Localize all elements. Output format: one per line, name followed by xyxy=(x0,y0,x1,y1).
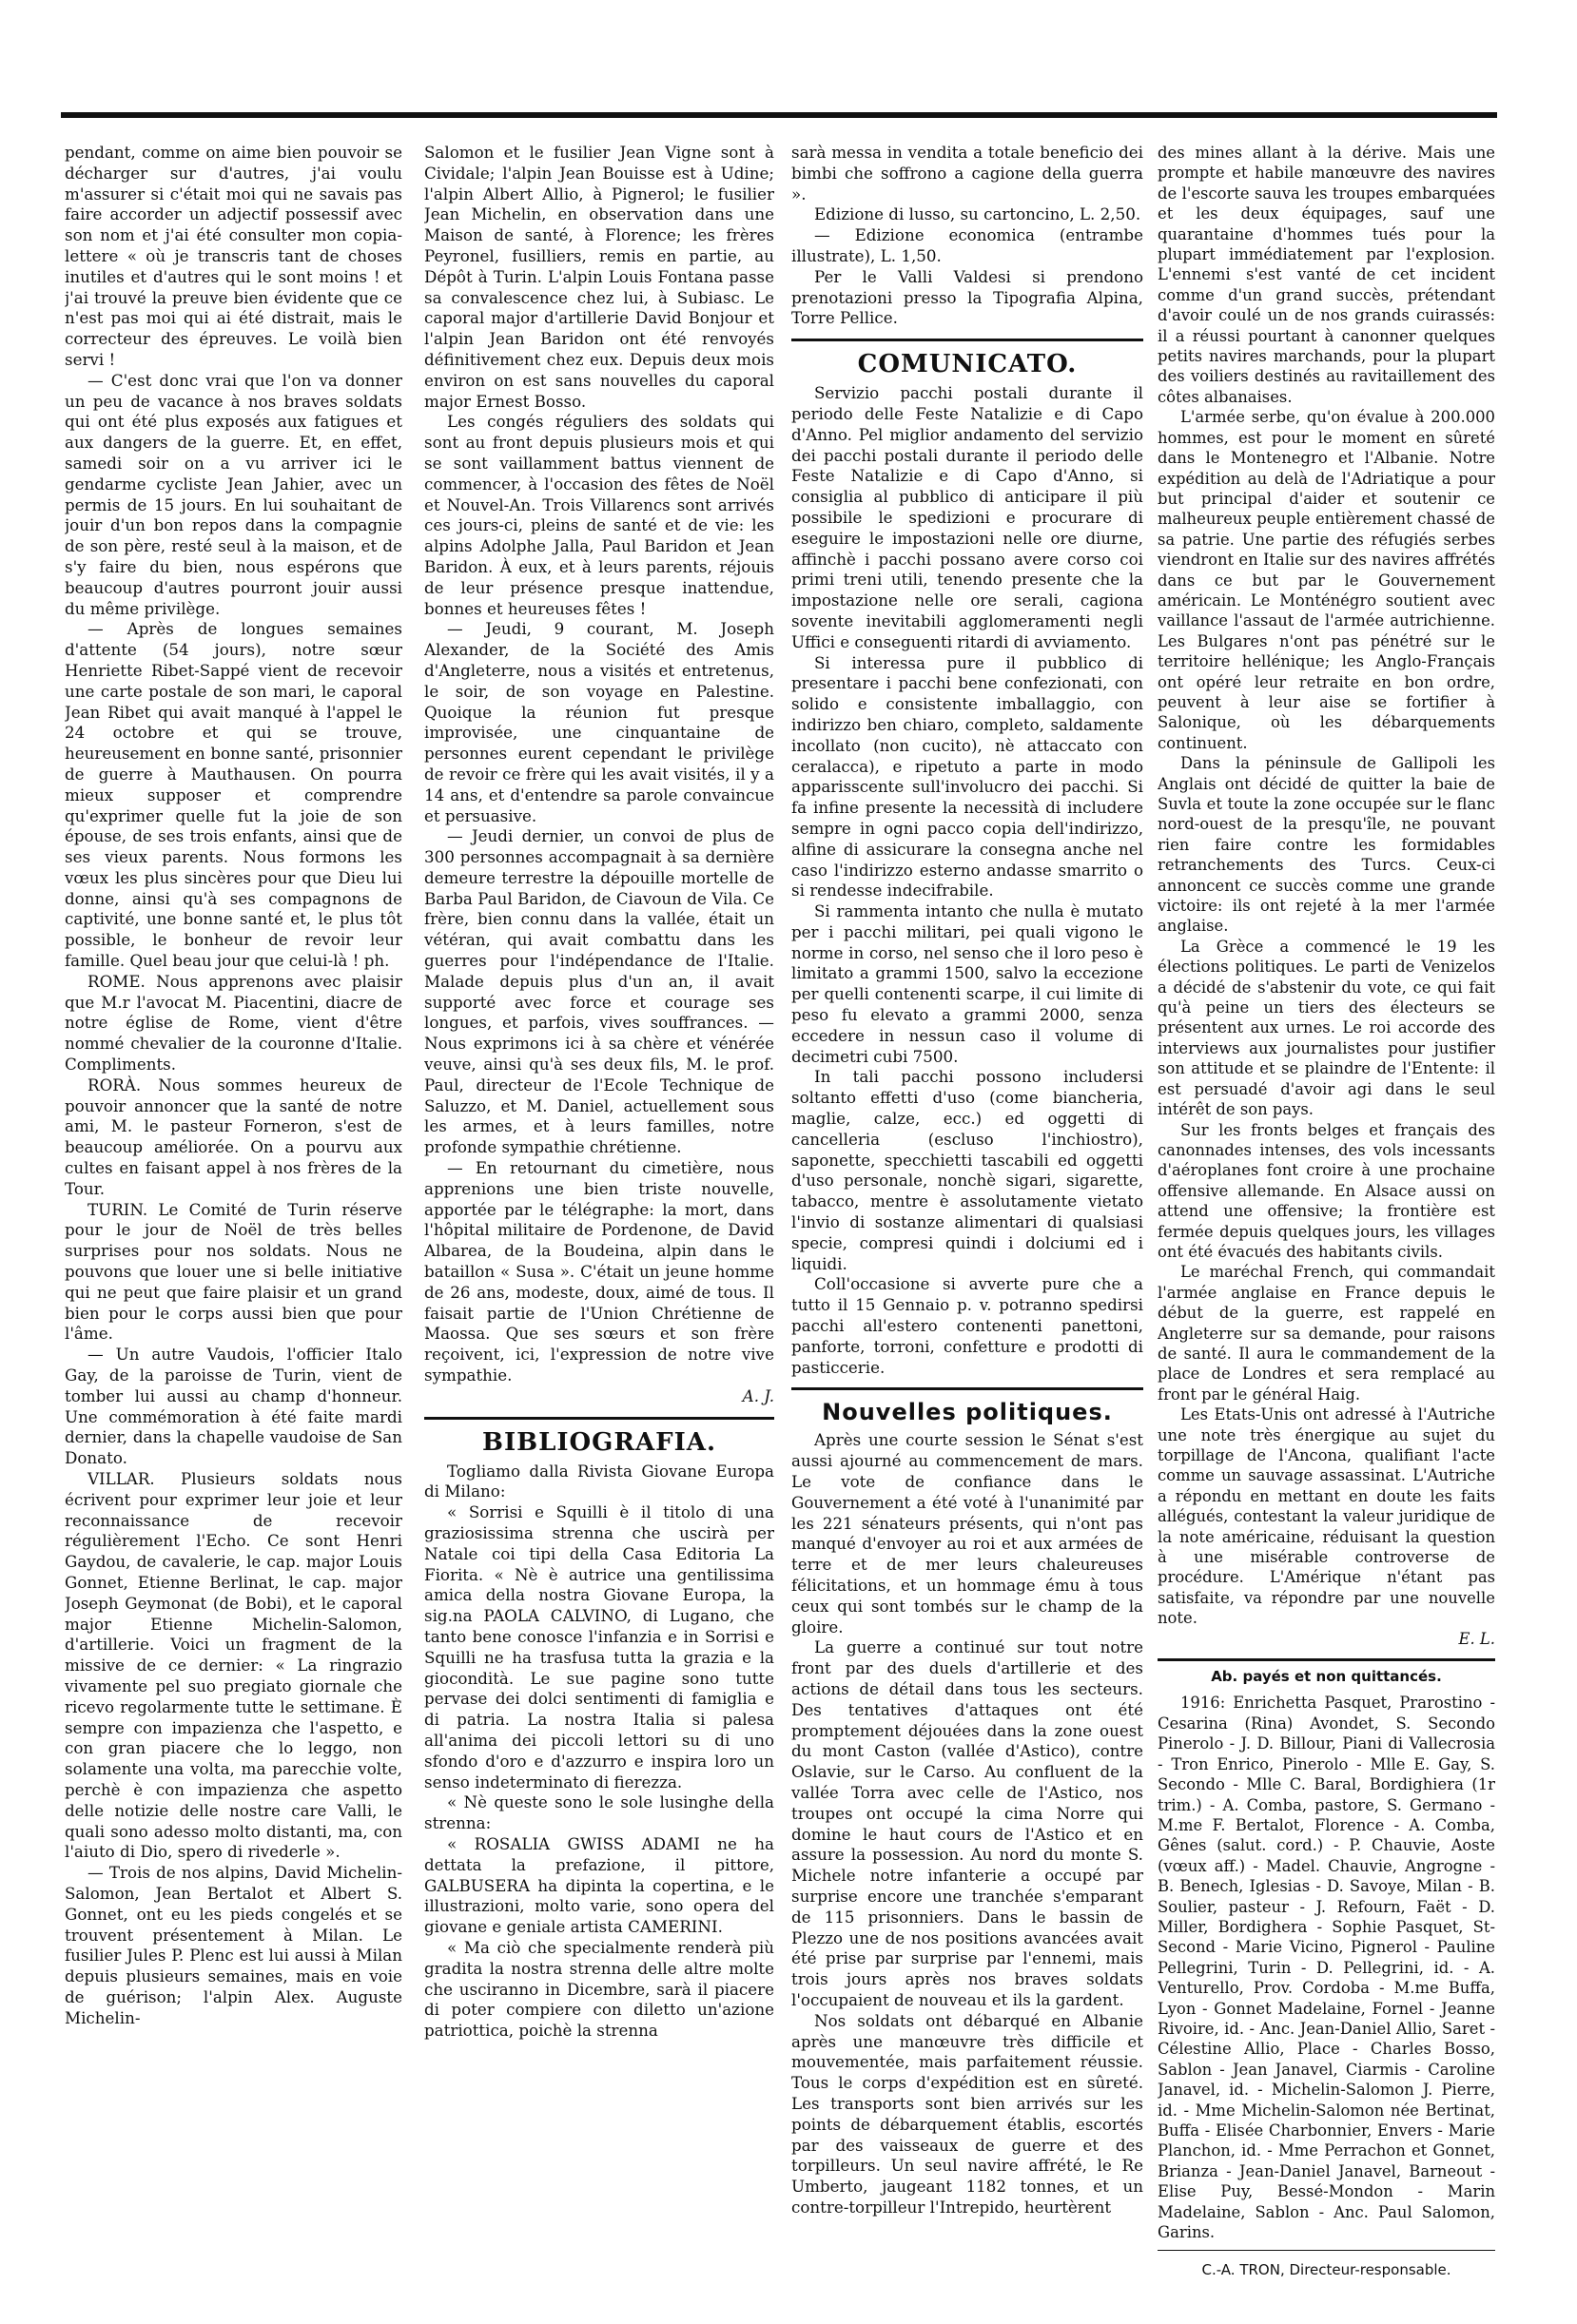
paragraph: Per le Valli Valdesi si prendono prenotazioni presso la Tipografia Alpina, Torre Pellice. xyxy=(791,266,1143,328)
paragraph: Sur les fronts belges et français des canonnades intenses, des vols incessants d'aéroplanes font croire à une prochaine offensive allemande. En Alsace aussi on attend une offensive; la frontière est fermée depuis quelques jours, les villages ont été évacués des habitants civils. xyxy=(1158,1120,1495,1261)
bibliografia-heading: BIBLIOGRAFIA. xyxy=(481,1427,717,1457)
section-rule xyxy=(791,339,1143,341)
paragraph: — Après de longues semaines d'attente (54 jours), notre sœur Henriette Ribet-Sappé vient de recevoir une carte postale de son mari, le caporal Jean Ribet qui avait manqué à l'appel le 24 octobre et qui se trouve, heureusement en bonne santé, prisonnier de guerre à Mauthausen. On pourra mieux supposer et comprendre qu'exprimer quelle fut la joie de son épouse, de ses trois enfants, ainsi que de ses vieux parents. Nous formons les vœux les plus sincères pour que Dieu lui donne, ainsi qu'à ses compagnons de captivité, une bonne santé et, le plus tôt possible, le bonheur de revoir leur famille. Quel beau jour que celui-là ! ph. xyxy=(65,619,402,971)
signature: E. L. xyxy=(1458,1629,1495,1648)
paragraph: Les congés réguliers des soldats qui sont au front depuis plusieurs mois et qui se sont vaillamment battus viennent de commencer, à l'occasion des fêtes de Noël et Nouvel-An. Trois Villarencs sont arrivés ces jours-ci, pleins de santé et de vie: les alpins Adolphe Jalla, Paul Baridon et Jean Baridon. À eux, et à leurs parents, réjouis de leur présence presque inattendue, bonnes et heureuses fêtes ! xyxy=(424,412,774,618)
paragraph: Togliamo dalla Rivista Giovane Europa di Milano: xyxy=(424,1461,774,1501)
paragraph: VILLAR. Plusieurs soldats nous écrivent pour exprimer leur joie et leur reconnaissance de recevoir régulièrement l'Echo. Ce sont Henri Gaydou, de cavalerie, le cap. major Louis Gonnet, Etienne Berlinat, le cap. major Joseph Geymonat (de Bobi), et le caporal major Etienne Michelin-Salomon, d'artillerie. Voici un fragment de la missive de ce dernier: « La ringrazio vivamente pel suo pregiato giornale che ricevo regolarmente tutte le settimane. È sempre con impazienza che l'aspetto, e con gran piacere che lo leggo, non solamente una volta, ma parecchie volte, perchè è con impazienza che aspetto delle notizie delle nostre care Valli, le quali sono adesso molto distanti, ma, con l'aiuto di Dio, spero di rivederle ». xyxy=(65,1469,402,1862)
paragraph: Coll'occasione si avverte pure che a tutto il 15 Gennaio p. v. potranno spedirsi pacchi all'estero contenenti panettoni, panforte, torroni, confetture e prodotti di pasticcerie. xyxy=(791,1274,1143,1377)
column-3 xyxy=(791,143,1143,2218)
column-4 xyxy=(1158,143,1495,2281)
paragraph: La guerre a continué sur tout notre front par des duels d'artillerie et des actions de détail dans tous les secteurs. Des tentatives d'attaques ont été promptement déjouées dans la zone ouest du mont Caston (vallée d'Astico), contre Oslavie, sur le Carso. Au confluent de la vallée Torra avec celle de l'Astico, nos troupes ont occupé la cima Norre qui domine le haut cours de l'Astico et en assure la possession. Au nord du monte S. Michele notre infanterie a occupé par surprise encore une tranchée s'emparant de 115 prisonniers. Dans le bassin de Plezzo une de nos positions avancées avait été prise par surprise par l'ennemi, mais trois jours après nos braves soldats l'occupaient de nouveau et ils la gardent. xyxy=(791,1637,1143,2009)
paragraph: Edizione di lusso, su cartoncino, L. 2,50. xyxy=(814,204,1141,224)
paragraph: — Trois de nos alpins, David Michelin-Salomon, Jean Bertalot et Albert S. Gonnet, ont eu les pieds congelés et se trouvent présentement à Milan. Le fusilier Jules P. Plenc est lui aussi à Milan depuis plusieurs semaines, mais en voie de guérison; l'alpin Alex. Auguste Michelin- xyxy=(65,1863,402,2027)
paragraph: « Ma ciò che specialmente renderà più gradita la nostra strenna delle altre molte che usciranno in Dicembre, sarà il piacere di poter compiere con diletto un'azione patriottica, poichè la strenna xyxy=(424,1937,774,2041)
section-rule xyxy=(424,1417,774,1420)
paragraph: La Grèce a commencé le 19 les élections politiques. Le parti de Venizelos a décidé de s'abstenir du vote, ce qui fait qu'à peine un tiers des électeurs se présentent aux urnes. Le roi accorde des interviews aux journalistes pour justifier son attitude et se plaindre de l'Entente: il est persuadé d'avoir agi dans le seul intérêt de son pays. xyxy=(1158,937,1495,1119)
paragraph: « ROSALIA GWISS ADAMI ne ha dettata la prefazione, il pittore, GALBUSERA ha dipinta la copertina, e le illustrazioni, molto varie, sono opera del giovane e geniale artista CAMERINI. xyxy=(424,1833,774,1937)
paragraph: In tali pacchi possono includersi soltanto effetti d'uso (come biancheria, maglie, calze, ecc.) ed oggetti di cancelleria (escluso l'inchiostro), saponette, specchietti tascabili ed oggetti d'uso personale, nonchè sigari, sigarette, tabacco, mentre è assolutamente vietato l'invio di sostanze alimentari di qualsiasi specie, compresi quindi i dolciumi ed i liquidi. xyxy=(791,1067,1143,1273)
paragraph: ROME. Nous apprenons avec plaisir que M.r l'avocat M. Piacentini, diacre de notre église de Rome, vient d'être nommé chevalier de la couronne d'Italie. Compliments. xyxy=(65,971,402,1075)
column-2 xyxy=(424,143,774,2042)
paragraph: L'armée serbe, qu'on évalue à 200.000 hommes, est pour le moment en sûreté dans le Montenegro et l'Albanie. Notre expédition au delà de l'Adriatique a pour but principal d'aider et soutenir ce malheureux peuple entièrement chassé de sa patrie. Une partie des réfugiés serbes viendront en Italie sur des navires affrétés dans ce but par le Gouvernement américain. Le Monténégro soutient avec vaillance l'assaut de l'armée autrichienne. Les Bulgares n'ont pas pénétré sur le territoire hellénique; les Anglo-Français ont opéré leur retraite en bon ordre, peuvent à leur aise se fortifier à Salonique, où les débarquements continuent. xyxy=(1158,408,1495,752)
paragraph: — Un autre Vaudois, l'officier Italo Gay, de la paroisse de Turin, vient de tomber lui aussi au champ d'honneur. Une commémoration à été faite mardi dernier, dans la chapelle vaudoise de San Donato. xyxy=(65,1345,402,1468)
paragraph: Si interessa pure il pubblico di presentare i pacchi bene confezionati, con solido e consistente imballaggio, con indirizzo ben chiaro, completo, saldamente incollato (non cucito), nè attaccato con ceralacca), e ripetuto a parte in modo apparisscente sull'involucro dei pacchi. Si fa infine presente la necessità di includere sempre in ogni pacco copia dell'indirizzo, alfine di assicurare la consegna anche nel caso l'indirizzo esterno andasse smarrito o si rendesse indecifrabile. xyxy=(791,652,1143,901)
section-rule xyxy=(1158,2250,1495,2251)
paragraph: sarà messa in vendita a totale beneficio dei bimbi che soffrono a cagione della guerra ». xyxy=(791,143,1143,203)
paragraph: Si rammenta intanto che nulla è mutato per i pacchi militari, pei quali vigono le norme in corso, nel senso che il loro peso è limitato a grammi 1500, salvo la eccezione per quelli contenenti scarpe, il cui limite di peso fu elevato a grammi 2000, senza eccedere in nessun caso il volume di decimetri cubi 7500. xyxy=(791,901,1143,1066)
paragraph: — En retournant du cimetière, nous apprenions une bien triste nouvelle, apportée par le télégraphe: la mort, dans l'hôpital militaire de Pordenone, de David Albarea, de la Boudeina, alpin dans le bataillon « Susa ». C'était un jeune homme de 26 ans, modeste, doux, aimé de tous. Il faisait partie de l'Union Chrétienne de Maossa. Que ses sœurs et son frère reçoivent, ici, l'expression de notre vive sympathie. xyxy=(424,1158,774,1385)
paragraph: Salomon et le fusilier Jean Vigne sont à Cividale; l'alpin Jean Bouisse est à Udine; l'alpin Albert Allio, à Pignerol; le fusilier Jean Michelin, en observation dans une Maison de santé, à Florence; les frères Peyronel, fusilliers, remis en partie, au Dépôt à Turin. L'alpin Louis Fontana passe sa convalescence chez lui, à Subiasc. Le caporal major d'artillerie David Bonjour et l'alpin Jean Baridon ont été renvoyés définitivement chez eux. Depuis deux mois environ on est sans nouvelles du caporal major Ernest Bosso. xyxy=(424,143,774,411)
paragraph: — Edizione economica (entrambe illustrate), L. 1,50. xyxy=(791,225,1143,265)
paragraph: TURIN. Le Comité de Turin réserve pour le jour de Noël de très belles surprises pour nos soldats. Nous ne pouvons que louer une si belle initiative qui ne peut que faire plaisir et un grand bien pour le corps aussi bien que pour l'âme. xyxy=(65,1199,402,1344)
paragraph: « Sorrisi e Squilli è il titolo di una graziosissima strenna che uscirà per Natale coi tipi della Casa Editoria La Fiorita. « Nè è autrice una gentilissima amica della nostra Giovane Europa, la sig.na PAOLA CALVINO, di Lugano, che tanto bene conosce l'infanzia e in Sorrisi e Squilli ne ha trasfusa tutta la grazia e la giocondità. Le sue pagine sono tutte pervase dei dolci sentimenti di famiglia e di patria. La nostra Italia si palesa all'anima dei piccoli lettori su di uno sfondo d'oro e d'azzurro e inspira loro un senso indeterminato di fierezza. xyxy=(424,1502,774,1791)
top-rule xyxy=(61,112,1497,118)
nouvelles-heading: Nouvelles politiques. xyxy=(822,1399,1113,1426)
section-rule xyxy=(1158,1658,1495,1661)
paragraph: Dans la péninsule de Gallipoli les Anglais ont décidé de quitter la baie de Suvla et toute la zone occupée sur le flanc nord-ouest de la presqu'île, ne pouvant rien faire contre les formidables retranchements des Turcs. Ceux-ci annoncent ce succès comme une grande victoire: ils ont rejeté à la mer l'armée anglaise. xyxy=(1158,754,1495,936)
signature: A. J. xyxy=(742,1385,774,1405)
section-rule xyxy=(791,1387,1143,1390)
paragraph: — Jeudi, 9 courant, M. Joseph Alexander, de la Société des Amis d'Angleterre, nous a visités et entretenus, le soir, de son voyage en Palestine. Quoique la réunion fut presque improvisée, une cinquantaine de personnes eurent cependant le privilège de revoir ce frère qui les avait visités, il y a 14 ans, et d'entendre sa parole convaincue et persuasive. xyxy=(424,619,774,825)
comunicato-heading: COMUNICATO. xyxy=(857,350,1078,379)
paragraph: RORÀ. Nous sommes heureux de pouvoir annoncer que la santé de notre ami, M. le pasteur Forneron, s'est de beaucoup améliorée. On a pourvu aux cultes en faisant appel à nos frères de la Tour. xyxy=(65,1075,402,1198)
paragraph: Après une courte session le Sénat s'est aussi ajourné au commencement de mars. Le vote de confiance dans le Gouvernement a été voté à l'unanimité par les 221 sénateurs présents, qui n'ont pas manqué d'envoyer au roi et aux armées de terre et de mer leurs chaleureuses félicitations, et un hommage ému à tous ceux qui sont tombés sur le champ de la gloire. xyxy=(791,1430,1143,1636)
paragraph: des mines allant à la dérive. Mais une prompte et habile manœuvre des navires de l'escorte sauva les troupes embarquées et les deux équipages, sauf une quarantaine d'hommes tués pour la plupart immédiatement par l'explosion. L'ennemi s'est vanté de cet incident comme d'un grand succès, prétendant d'avoir coulé un de nos grands cuirassés: il a réussi pourtant à canonner quelques petits navires marchands, pour la plupart des voiliers destinés au ravitaillement des côtes albanaises. xyxy=(1158,144,1495,406)
director-line: C.-A. TRON, Directeur-responsable. xyxy=(1201,2261,1451,2279)
paragraph: Nos soldats ont débarqué en Albanie après une manœuvre très difficile et mouvementée, mais parfaitement réussie. Tous le corps d'expédition est en sûreté. Les transports sont bien arrivés sur les points de débarquement établis, escortés par des vaisseaux de guerre et des torpilleurs. Un seul navire affrété, le Re Umberto, jaugeant 1182 tonnes, et un contre-torpilleur l'Intrepido, heurtèrent xyxy=(791,2010,1143,2217)
paragraph: « Nè queste sono le sole lusinghe della strenna: xyxy=(424,1792,774,1833)
paragraph: — C'est donc vrai que l'on va donner un peu de vacance à nos braves soldats qui ont été plus exposés aux fatigues et aux dangers de la guerre. Et, en effet, samedi soir on a vu arriver ici le gendarme cycliste Jean Jahier, avec un permis de 15 jours. En lui souhaitant de jouir d'un bon repos dans la compagnie de son père, resté seul à la maison, et de s'y faire du bien, nous espérons que beaucoup d'autres pourront jouir aussi du même privilège. xyxy=(65,370,402,618)
paragraph: Le maréchal French, qui commandait l'armée anglaise en France depuis le début de la guerre, est rappelé en Angleterre sur sa demande, pour raisons de santé. Il aura le commandement de la place de Londres et sera remplacé au front par le général Haig. xyxy=(1158,1263,1495,1404)
paragraph: Servizio pacchi postali durante il periodo delle Feste Natalizie e di Capo d'Anno. Pel miglior andamento del servizio dei pacchi postali durante il periodo delle Feste Natalizie e di Capo d'Anno, si consiglia al pubblico di anticipare il più possibile le spedizioni e procurare di eseguire le impostazioni nelle ore diurne, affinchè i pacchi possano avere corso coi primi treni utili, tenendo presente che la impostazione nelle ore serali, cagiona sovente inevitabili agglomeramenti negli Uffici e conseguenti ritardi di avviamento. xyxy=(791,383,1143,651)
abonnes-heading: Ab. payés et non quittancés. xyxy=(1211,1668,1442,1686)
column-1 xyxy=(65,143,402,2029)
paragraph: pendant, comme on aime bien pouvoir se décharger sur d'autres, j'ai voulu m'assurer si c'était moi qui ne savais pas faire accorder un adjectif possessif avec son nom et j'ai été consulter mon copia-lettere « où je transcris tant de choses inutiles et d'autres qui le sont moins ! et j'ai trouvé la preuve bien évidente que ce n'est pas moi qui ai été distrait, mais le correcteur des épreuves. Le voilà bien servi ! xyxy=(65,143,402,369)
paragraph: Les Etats-Unis ont adressé à l'Autriche une note très énergique au sujet du torpillage de l'Ancona, qualifiant l'acte comme un sauvage assassinat. L'Autriche a répondu en mettant en doute les faits allégués, contestant la valeur juridique de la note américaine, réduisant la question à une misérable controverse de procédure. L'Amérique n'étant pas satisfaite, va répondre par une nouvelle note. xyxy=(1158,1405,1495,1628)
paragraph: — Jeudi dernier, un convoi de plus de 300 personnes accompagnait à sa dernière demeure terrestre la dépouille mortelle de Barba Paul Baridon, de Ciavoun de Vila. Ce frère, bien connu dans la vallée, était un vétéran, qui avait combattu dans les guerres pour l'indépendance de l'Italie. Malade depuis plus d'un an, il avait supporté avec force et courage ses longues, et parfois, vives souffrances. — Nous exprimons ici à sa chère et vénérée veuve, ainsi qu'à ses deux fils, M. le prof. Paul, directeur de l'Ecole Technique de Saluzzo, et M. Daniel, actuellement sous les armes, et à leurs familles, notre profonde sympathie chrétienne. xyxy=(424,826,774,1157)
abonnes-list: 1916: Enrichetta Pasquet, Prarostino - Cesarina (Rina) Avondet, S. Secondo Pinerolo - J. D. Billour, Piani di Vallecrosia - Tron Enrico, Pinerolo - Mlle E. Gay, S. Secondo - Mlle C. Baral, Bordighiera (1r trim.) - A. Comba, pastore, S. Germano - M.me F. Bertalot, Florence - A. Comba, Gênes (salut. cord.) - P. Chauvie, Aoste (vœux aff.) - Madel. Chauvie, Angrogne - B. Benech, Iglesias - D. Savoye, Milan - B. Soulier, pasteur - J. Refourn, Faët - D. Miller, Bordighera - Sophie Pasquet, St-Second - Marie Vicino, Pignerol - Pauline Pellegrini, Turin - D. Pellegrini, id. - A. Venturello, Prov. Cordoba - M.me Buffa, Lyon - Gonnet Madelaine, Fornel - Jeanne Rivoire, id. - Anc. Jean-Daniel Allio, Saret - Célestine Allio, Place - Charles Bosso, Sablon - Jean Janavel, Ciarmis - Caroline Janavel, id. - Michelin-Salomon J. Pierre, id. - Mme Michelin-Salomon née Bertinat, Buffa - Elisée Charbonnier, Envers - Marie Planchon, id. - Mme Perrachon et Gonnet, Brianza - Jean-Daniel Janavel, Barneout - Elise Puy, Bessé-Mondon - Marin Madelaine, Sablon - Anc. Paul Salomon, Garins. xyxy=(1158,1694,1495,2242)
